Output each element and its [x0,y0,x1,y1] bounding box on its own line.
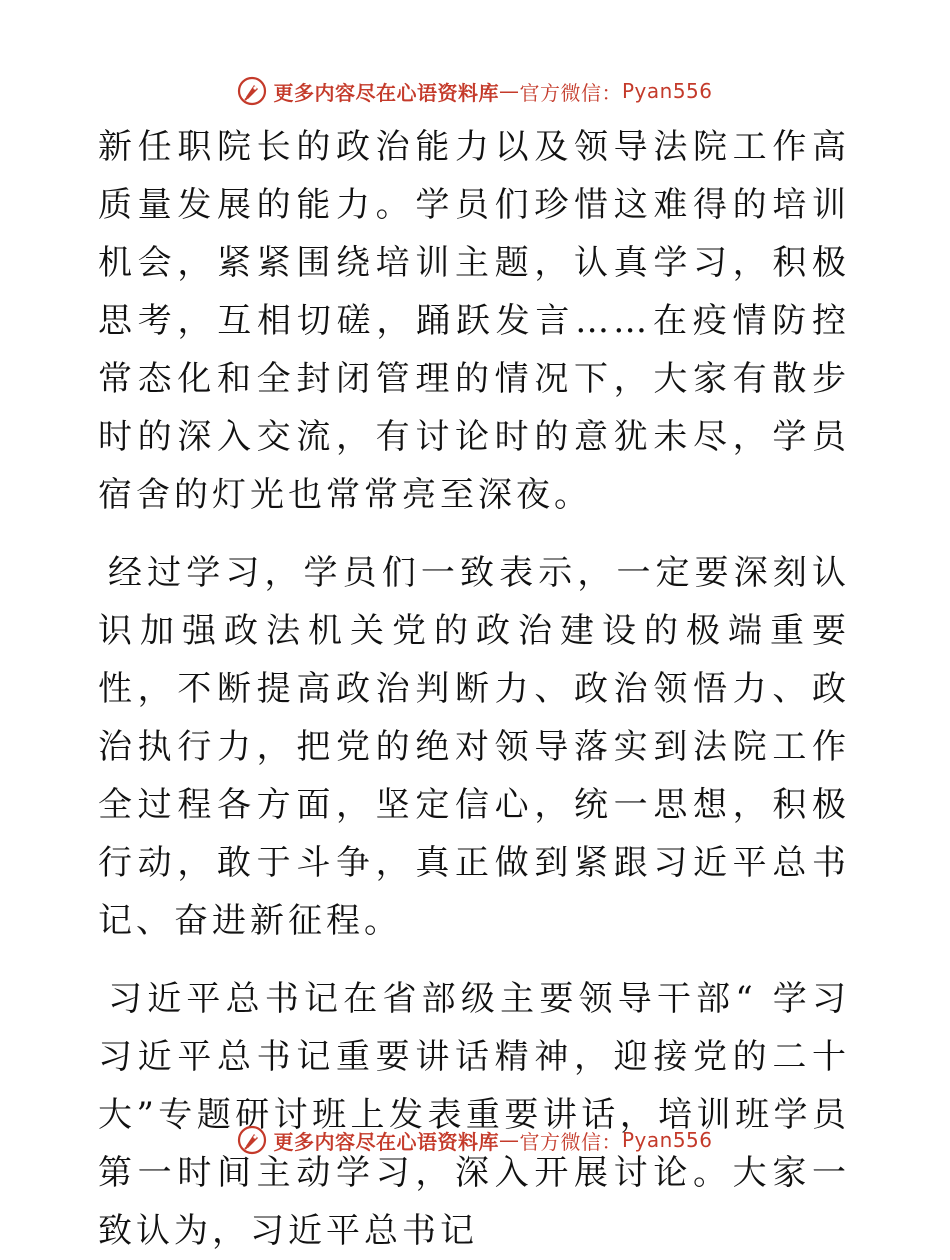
paragraph-2: 经过学习，学员们一致表示，一定要深刻认识加强政法机关党的政治建设的极端重要性，不断提高政治判断力、政治领悟力、政治执行力，把党的绝对领导落实到法院工作全过程各方面，坚定信心，统一思想，积极行动，敢于斗争，真正做到紧跟习近平总书记、奋进新征程。 [98,553,850,941]
document-body [98,118,850,1260]
paragraph-3: 习近平总书记在省部级主要领导干部“ 学习习近平总书记重要讲话精神，迎接党的二十大”专题研讨班上发表重要讲话，培训班学员第一时间主动学习，深入开展讨论。大家一致认为，习近平总书记 [98,979,850,1251]
watermark-wechat-id: Pyan556 [621,79,713,103]
watermark-wechat-label: 官方微信： [519,80,622,105]
watermark-dash: — [498,1128,520,1152]
watermark-title: 更多内容尽在心语资料库 [273,1129,499,1154]
pen-nib-logo-icon [237,76,267,106]
header-watermark [0,76,950,106]
watermark-title: 更多内容尽在心语资料库 [273,80,499,105]
watermark-wechat-label: 官方微信： [519,1129,622,1154]
watermark-wechat-id: Pyan556 [621,1128,713,1152]
watermark-dash: — [498,79,520,103]
footer-watermark [0,1125,950,1155]
pen-nib-logo-icon [237,1125,267,1155]
paragraph-1: 新任职院长的政治能力以及领导法院工作高质量发展的能力。学员们珍惜这难得的培训机会，紧紧围绕培训主题，认真学习，积极思考，互相切磋，踊跃发言……在疫情防控常态化和全封闭管理的情况下，大家有散步时的深入交流，有讨论时的意犹未尽，学员宿舍的灯光也常常亮至深夜。 [98,127,850,515]
